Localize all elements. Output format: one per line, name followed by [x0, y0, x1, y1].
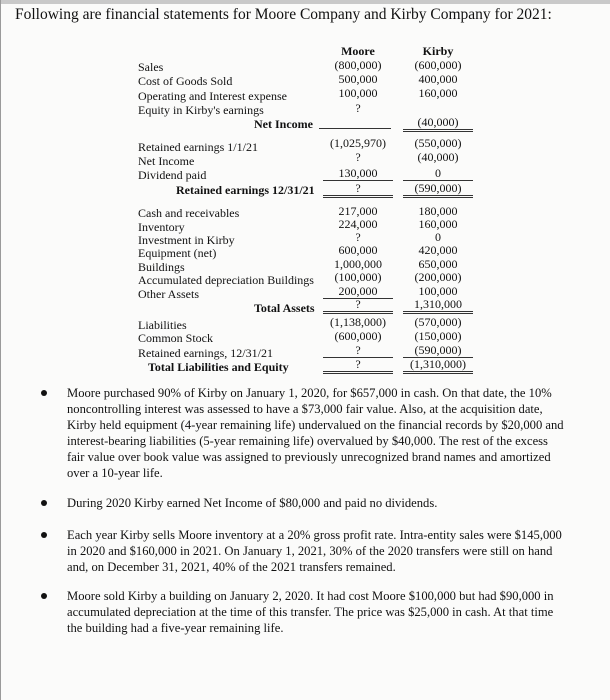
row-label-net-income: Net Income: [254, 117, 313, 131]
column-header-kirby: Kirby: [422, 44, 454, 58]
moore-value-total: ?: [323, 297, 393, 314]
kirby-value-underlined: 0: [403, 166, 473, 181]
kirby-value: (550,000): [414, 136, 462, 150]
note-text: During 2020 Kirby earned Net Income of $80,000 and paid no dividends.: [67, 496, 438, 510]
kirby-value: 100,000: [418, 284, 458, 298]
kirby-value: 180,000: [418, 204, 458, 218]
bullet-icon: [41, 390, 47, 396]
note-text: Each year Kirby sells Moore inventory at a 20% gross profit rate. Intra-entity sales were $145,000 in 2020 and $160,000 in 2021. On January 1, 2021, 30% of the 2020 transfers were still on hand and, on December 31, 2021, 40% of the 2021 transfers remained.: [67, 528, 562, 574]
kirby-value: 650,000: [418, 257, 458, 271]
kirby-value: 160,000: [418, 217, 458, 231]
row-label: Inventory: [138, 220, 185, 234]
note-text: Moore purchased 90% of Kirby on January 1, 2020, for $657,000 in cash. On that date, the 10% noncontrolling interest was assessed to have a $73,000 fair value. Also, at the acquisition date, Kirby held equipment (4-year remaining life) undervalued on the financial records by $20,000 and interest-bearing liabilities (5-year remaining life) overvalued by $40,000. The rest of the excess fair value over book value was assigned to previously unrecognized brand names and amortized over a 10-year life.: [67, 386, 564, 480]
row-label: Net Income: [138, 154, 195, 168]
kirby-value-total: (40,000): [403, 115, 473, 132]
bullet-icon: [41, 500, 47, 506]
moore-value: ?: [355, 101, 361, 115]
row-label: Cost of Goods Sold: [138, 74, 233, 88]
moore-value: (1,138,000): [330, 315, 386, 329]
kirby-value-total: (1,310,000): [403, 357, 473, 374]
row-label: Retained earnings 1/1/21: [138, 140, 258, 154]
kirby-value: (600,000): [414, 58, 462, 72]
row-label: Equipment (net): [138, 246, 217, 260]
kirby-value-underlined: (590,000): [403, 343, 473, 358]
moore-value-underlined: 130,000: [323, 166, 393, 181]
moore-value-underlined: [319, 114, 391, 129]
row-label: Other Assets: [138, 287, 199, 301]
row-label-total-assets: Total Assets: [254, 301, 315, 315]
row-label: Common Stock: [138, 331, 214, 345]
kirby-value: 400,000: [418, 72, 458, 86]
kirby-value: 0: [435, 230, 441, 244]
moore-value-underlined: ?: [323, 343, 393, 358]
row-label: Accumulated depreciation Buildings: [138, 273, 314, 287]
bullet-icon: [41, 593, 47, 599]
moore-value-total: ?: [323, 357, 393, 374]
moore-value: (800,000): [334, 58, 382, 72]
moore-value: 100,000: [338, 86, 378, 100]
kirby-value-total: 1,310,000: [403, 297, 473, 314]
row-label: Buildings: [138, 260, 185, 274]
moore-value: 600,000: [338, 243, 378, 257]
moore-value: (100,000): [334, 270, 382, 284]
kirby-value: (150,000): [414, 329, 462, 343]
moore-value: ?: [355, 150, 361, 164]
row-label: Sales: [138, 60, 164, 74]
moore-value: 224,000: [338, 217, 378, 231]
kirby-value: (40,000): [417, 150, 459, 164]
row-label: Equity in Kirby's earnings: [138, 103, 264, 117]
column-header-moore: Moore: [341, 44, 375, 58]
row-label: Investment in Kirby: [138, 233, 235, 247]
moore-value: (600,000): [334, 329, 382, 343]
kirby-value-total: (590,000): [403, 181, 473, 198]
kirby-value: (570,000): [414, 315, 462, 329]
row-label: Retained earnings, 12/31/21: [138, 346, 273, 360]
moore-value: 217,000: [338, 204, 378, 218]
kirby-value: 420,000: [418, 243, 458, 257]
financial-statements-table: [1, 0, 610, 380]
moore-value: 500,000: [338, 72, 378, 86]
moore-value: ?: [355, 230, 361, 244]
row-label-total-liabilities-equity: Total Liabilities and Equity: [148, 360, 289, 374]
row-label: Operating and Interest expense: [138, 89, 287, 103]
moore-value-total: ?: [323, 181, 393, 198]
kirby-value: 160,000: [418, 86, 458, 100]
kirby-value: (200,000): [414, 270, 462, 284]
page-title: Following are financial statements for Moore Company and Kirby Company for 2021:: [15, 6, 552, 23]
row-label: Dividend paid: [138, 168, 207, 182]
bullet-icon: [41, 532, 47, 538]
row-label: Cash and receivables: [138, 206, 240, 220]
note-text: Moore sold Kirby a building on January 2, 2020. It had cost Moore $100,000 but had $90,000 in accumulated depreciation at the time of this transfer. The price was $25,000 in cash. At that time the building had a five-year remaining life.: [67, 589, 554, 635]
row-label: Liabilities: [138, 318, 187, 332]
moore-value: (1,025,970): [330, 136, 386, 150]
moore-value-underlined: 200,000: [323, 284, 393, 299]
row-label-retained-earnings: Retained earnings 12/31/21: [176, 183, 315, 197]
moore-value: 1,000,000: [334, 257, 382, 271]
